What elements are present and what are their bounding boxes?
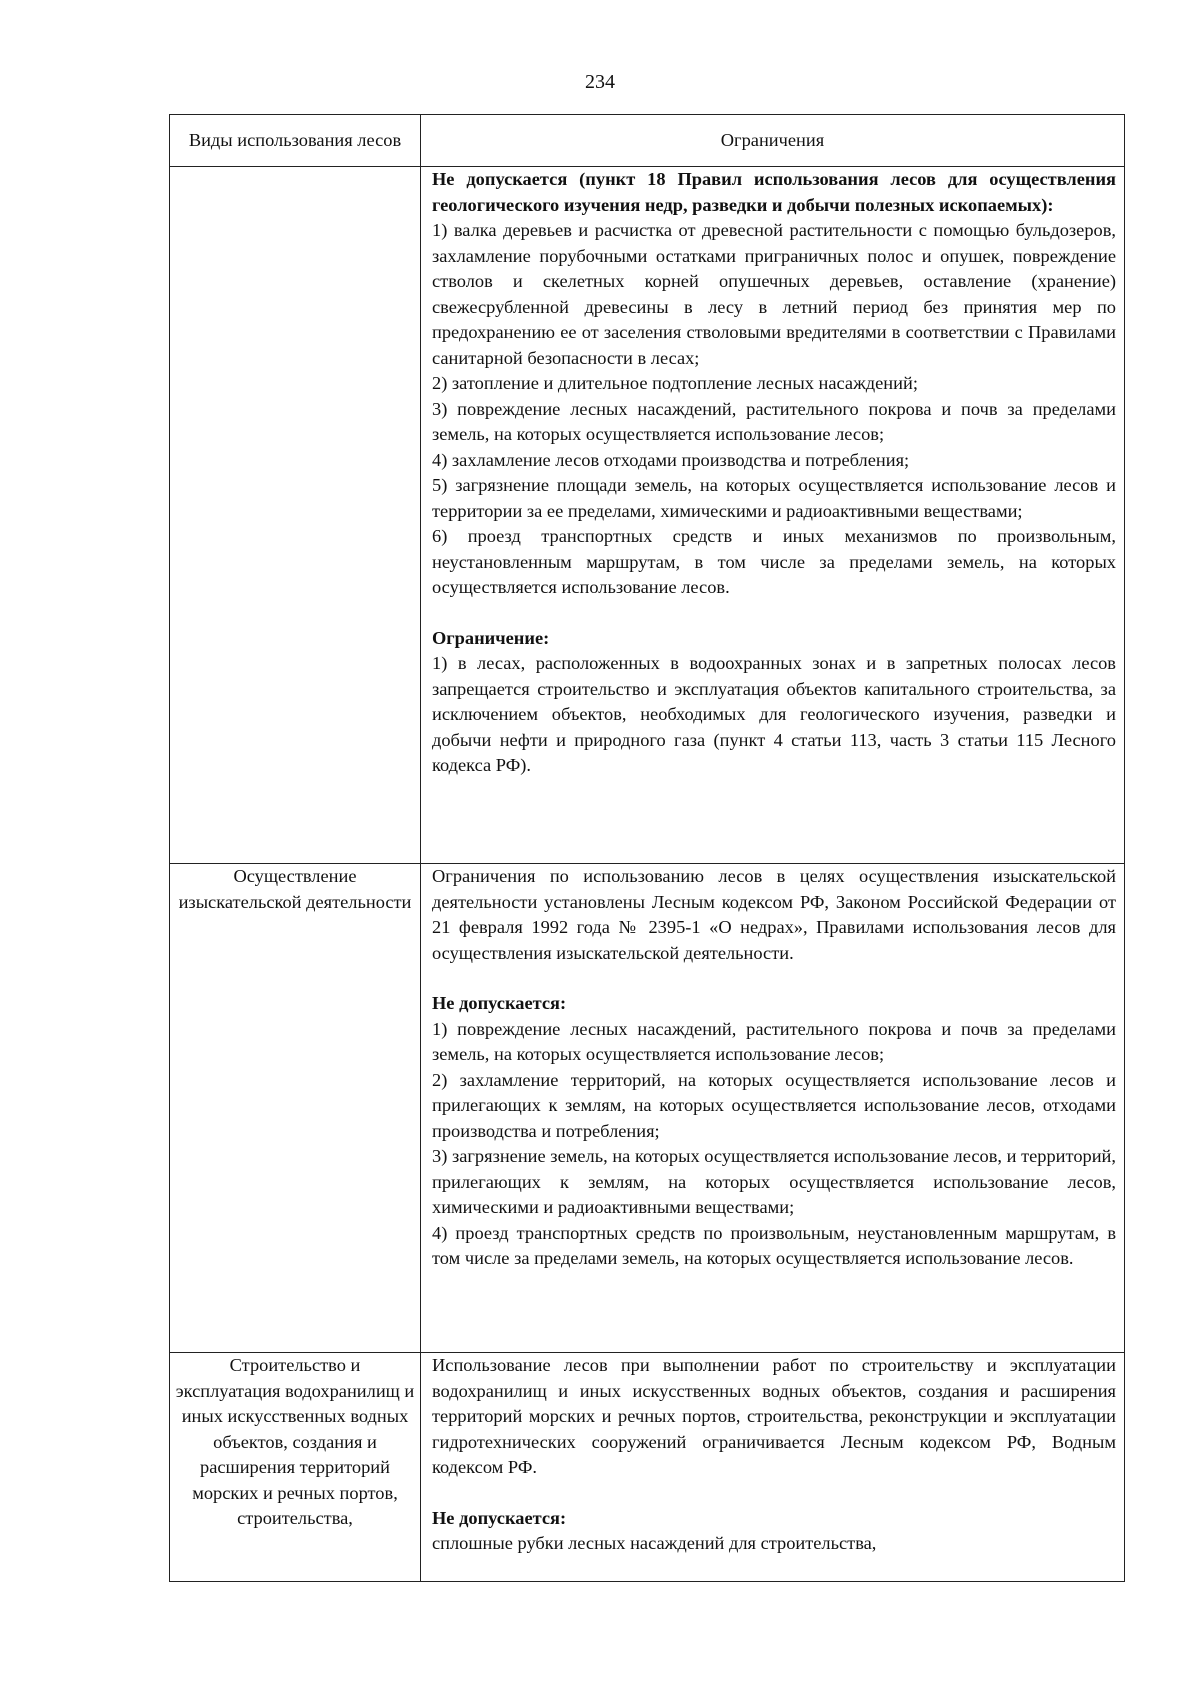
- paragraph-gap: [432, 1481, 1116, 1506]
- column-header-forest-use: Виды использования лесов: [170, 115, 421, 167]
- restrictions-cell: [421, 167, 1125, 864]
- restrictions-cell: [421, 864, 1125, 1353]
- table-row: [170, 167, 1125, 864]
- column-header-restrictions: Ограничения: [421, 115, 1125, 167]
- paragraph: 1) повреждение лесных насаждений, растительного покрова и почв за пределами земель, на которых осуществляется использование лесов;: [432, 1018, 1116, 1064]
- restrictions-cell: [421, 1353, 1125, 1582]
- paragraph: 1) в лесах, расположенных в водоохранных зонах и в запретных полосах лесов запрещается строительство и эксплуатация объектов капитального строительства, за исключением объектов, необходимых для геологического изучения, разведки и добычи нефти и природного газа (пункт 4 статьи 113, часть 3 статьи 115 Лесного кодекса РФ).: [432, 653, 1116, 775]
- paragraph: 5) загрязнение площади земель, на которых осуществляется использование лесов и территории за ее пределами, химическими и радиоактивными веществами;: [432, 475, 1116, 521]
- paragraph: 6) проезд транспортных средств и иных механизмов по произвольным, неустановленным маршрутам, в том числе за пределами земель, на которых осуществляется использование лесов.: [432, 526, 1116, 597]
- table-header-row: [170, 115, 1125, 167]
- paragraph: Ограничения по использованию лесов в целях осуществления изыскательской деятельности установлены Лесным кодексом РФ, Законом Российской Федерации от 21 февраля 1992 года № 2395-1 «О недрах», Правилами использования лесов для осуществления изыскательской деятельности.: [432, 866, 1116, 963]
- paragraph-heading: Не допускается:: [432, 1507, 567, 1528]
- paragraph-gap: [432, 601, 1116, 626]
- paragraph: 4) захламление лесов отходами производства и потребления;: [432, 449, 910, 470]
- forest-use-cell: [170, 167, 421, 864]
- paragraph-heading: Ограничение:: [432, 627, 550, 648]
- page-number: 234: [585, 71, 615, 93]
- paragraph: Использование лесов при выполнении работ по строительству и эксплуатации водохранилищ и иных искусственных водных объектов, создания и расширения территорий морских и речных портов, строительства, реконструкции и эксплуатации гидротехнических сооружений ограничивается Лесным кодексом РФ, Водным кодексом РФ.: [432, 1355, 1116, 1477]
- table-row: [170, 1353, 1125, 1582]
- paragraph: 2) затопление и длительное подтопление лесных насаждений;: [432, 373, 918, 393]
- paragraph: 3) загрязнение земель, на которых осуществляется использование лесов, и территорий, прилегающих к землям, на которых осуществляется использование лесов, химическими и радиоактивными веществами;: [432, 1146, 1116, 1217]
- table-row: [170, 864, 1125, 1353]
- paragraph: 1) валка деревьев и расчистка от древесной растительности с помощью бульдозеров, захламление порубочными остатками приграничных полос и опушек, повреждение стволов и скелетных корней опушечных деревьев, оставление (хранение) свежесрубленной древесины в лесу в летний период без принятия мер по предохранению ее от заселения стволовыми вредителями в соответствии с Правилами санитарной безопасности в лесах;: [432, 220, 1116, 368]
- paragraph-heading: Не допускается (пункт 18 Правил использования лесов для осуществления геологического изучения недр, разведки и добычи полезных ископаемых):: [432, 169, 1116, 215]
- paragraph-gap: [432, 966, 1116, 991]
- paragraph: 3) повреждение лесных насаждений, растительного покрова и почв за пределами земель, на которых осуществляется использование лесов;: [432, 398, 1116, 444]
- paragraph-heading: Не допускается:: [432, 993, 567, 1013]
- forest-use-cell: Осуществление изыскательской деятельности: [170, 864, 421, 1353]
- paragraph: сплошные рубки лесных насаждений для строительства,: [432, 1533, 877, 1553]
- paragraph: 4) проезд транспортных средств по произвольным, неустановленным маршрутам, в том числе за пределами земель, на которых осуществляется использование лесов.: [432, 1222, 1116, 1268]
- paragraph: 2) захламление территорий, на которых осуществляется использование лесов и прилегающих к землям, на которых осуществляется использование лесов, отходами производства и потребления;: [432, 1069, 1116, 1141]
- forest-use-cell: Строительство и эксплуатация водохранилищ и иных искусственных водных объектов, создания и расширения территорий морских и речных портов, строительства,: [170, 1353, 421, 1582]
- restrictions-table: [169, 114, 1125, 1582]
